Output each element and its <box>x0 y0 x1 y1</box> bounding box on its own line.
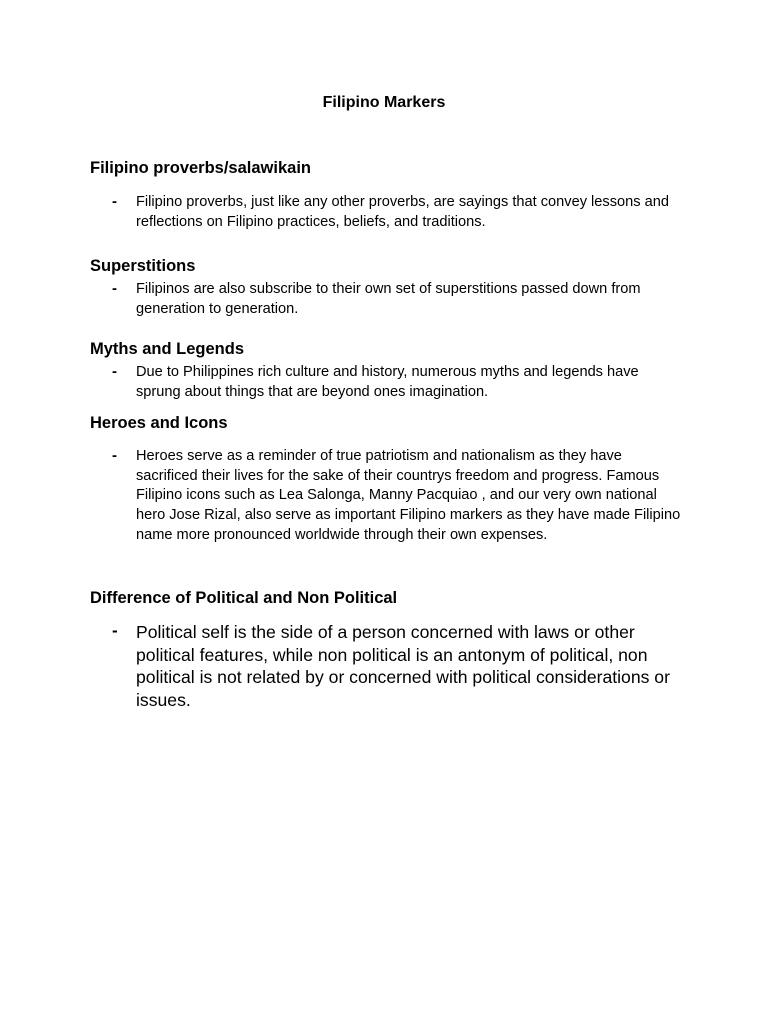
bullet-item-political <box>112 621 682 711</box>
section-heading-myths-legends: Myths and Legends <box>90 340 245 358</box>
bullet-text-superstitions: Filipinos are also subscribe to their own set of superstitions passed down from generation to generation. <box>136 281 641 317</box>
section-heading-political: Difference of Political and Non Political <box>90 589 398 607</box>
bullet-dash: - <box>112 280 117 297</box>
bullet-text-political: Political self is the side of a person concerned with laws or other political features, while non political is an antonym of political, non political is not related by or concerned with political considerations or issues. <box>136 622 670 710</box>
bullet-text-proverbs: Filipino proverbs, just like any other proverbs, are sayings that convey lessons and reflections on Filipino practices, beliefs, and traditions. <box>136 194 669 230</box>
document-title: Filipino Markers <box>322 94 446 111</box>
bullet-text-myths-legends: Due to Philippines rich culture and history, numerous myths and legends have sprung about things that are beyond ones imagination. <box>136 364 639 400</box>
bullet-dash: - <box>112 363 117 380</box>
bullet-text-heroes-icons: Heroes serve as a reminder of true patriotism and nationalism as they have sacrificed their lives for the sake of their countrys freedom and progress. Famous Filipino icons such as Lea Salonga, Manny Pacquiao , and our very own national hero Jose Rizal, also serve as important Filipino markers as they have made Filipino name more pronounced worldwide through their own expenses. <box>136 448 681 543</box>
section-heading-superstitions: Superstitions <box>90 257 196 275</box>
section-heading-heroes-icons: Heroes and Icons <box>90 414 228 432</box>
bullet-dash: - <box>112 447 117 464</box>
bullet-item-proverbs <box>112 193 682 232</box>
bullet-dash: - <box>112 193 117 210</box>
section-heading-proverbs: Filipino proverbs/salawikain <box>90 159 311 177</box>
bullet-dash: - <box>112 621 118 640</box>
bullet-item-myths-legends <box>112 363 682 402</box>
bullet-item-superstitions <box>112 280 682 319</box>
bullet-item-heroes-icons <box>112 447 682 546</box>
